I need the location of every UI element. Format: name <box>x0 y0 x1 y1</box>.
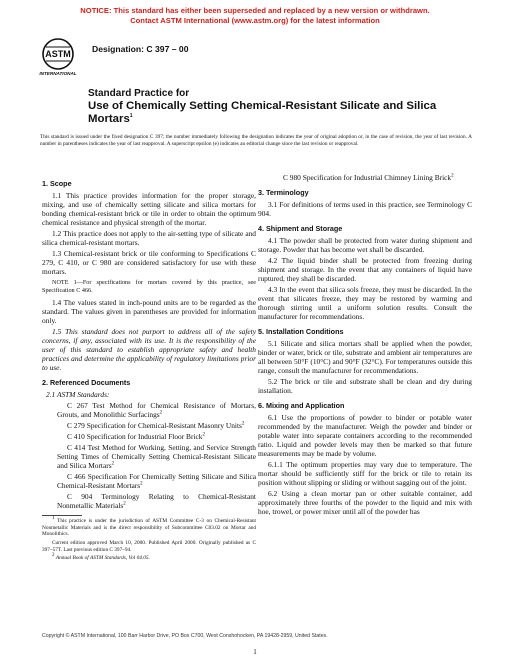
shipment-4-1: 4.1 The powder shall be protected from water during shipment and storage. Powder that has become wet shall be discarded. <box>258 236 472 254</box>
astm-logo <box>38 36 78 76</box>
installation-5-2: 5.2 The brick or tile and substrate shall be clean and dry during installation. <box>258 377 472 395</box>
document-title <box>88 100 478 127</box>
designation: Designation: C 397 – 00 <box>92 44 189 54</box>
title-prefix: Standard Practice for <box>88 88 190 99</box>
ref-item: C 410 Specification for Industrial Floor Brick$^2$ <box>67 432 205 442</box>
right-column <box>258 173 472 518</box>
footnote-1: $^1$ This practice is under the jurisdiction of ASTM Committee C-3 on Chemical-Resistant Nonmetallic Materials and is the direct responsibility of Subcommittee C03.02 on Mortar and Monolithics. <box>42 516 256 538</box>
title-text: Use of Chemically Setting Chemical-Resistant Silicate and Silica Mortars <box>88 100 437 126</box>
shipment-4-3: 4.3 In the event that silica sols freeze, they must be discarded. In the event that silicates freeze, they may be restored by warming and thorough stirring until a uniform solution results. Consult the manufacturer for recommendations. <box>258 285 472 321</box>
title-block <box>88 88 478 127</box>
scope-1-1: 1.1 This practice provides information for the proper storage, mixing, and use of chemically setting silicate and silica mortars for bonding chemical-resistant brick or tile in order to obtain the optimum chemical resistance and physical strength of the mortar. <box>42 191 256 227</box>
mixing-heading: 6. Mixing and Application <box>258 401 345 410</box>
scope-note-1: NOTE 1—For specifications for mortars covered by this practice, see Specification C 466. <box>42 279 256 294</box>
footnote-rule <box>42 515 82 516</box>
installation-heading: 5. Installation Conditions <box>258 327 344 336</box>
scope-1-3: 1.3 Chemical-resistant brick or tile conforming to Specifications C 279, C 410, or C 980 are considered satisfactory for use with these mortars. <box>42 249 256 276</box>
ref-item: C 466 Specification For Chemically Setting Silicate and Silica Chemical-Resistant Mortars$^2$ <box>57 472 256 491</box>
title-footnote-mark: 1 <box>129 113 133 120</box>
notice-line-2: Contact ASTM International (www.astm.org) for the latest information <box>130 16 380 25</box>
copyright-footer: Copyright © ASTM International, 100 Barr Harbor Drive, PO Box C700, West Conshohocken, PA 19428-2959, United States. <box>42 633 328 639</box>
logo-caption: INTERNATIONAL <box>39 71 77 76</box>
scope-1-5: 1.5 This standard does not purport to address all of the safety concerns, if any, associated with its use. It is the responsibility of the user of this standard to establish appropriate safety and health practices and determine the applicability of regulatory limitations prior to use. <box>42 327 256 373</box>
installation-5-1: 5.1 Silicate and silica mortars shall be applied when the powder, binder or water, brick or tile, substrate and ambient air temperatures are all between 50°F (10°C) and 90°F (32°C). For temperatures outside this range, consult the manufacturer for recommendations. <box>258 339 472 375</box>
footnote-1-edition: Current edition approved March 10, 2000. Published April 2000. Originally published as C 397–57T. Last previous edition C 397–94. <box>42 539 256 553</box>
astm-standards-label: 2.1 ASTM Standards: <box>46 390 110 400</box>
left-column <box>42 173 256 564</box>
ref-item-c980: C 980 Specification for Industrial Chimney Lining Brick$^2$ <box>283 173 454 182</box>
shipment-4-2: 4.2 The liquid binder shall be protected from freezing during shipment and storage. In the event that any containers of liquid have ruptured, they shall be discarded. <box>258 256 472 283</box>
footnote-2: $^2$ Annual Book of ASTM Standards, Vol 04.05. <box>52 553 150 562</box>
shipment-heading: 4. Shipment and Storage <box>258 224 343 233</box>
scope-heading: 1. Scope <box>42 179 72 188</box>
ref-item: C 267 Test Method for Chemical Resistance of Mortars, Grouts, and Monolithic Surfacings$^2$ <box>57 401 256 420</box>
page-number: 1 <box>253 648 257 656</box>
ref-item: C 279 Specification for Chemical-Resistant Masonry Units$^2$ <box>67 421 245 431</box>
mixing-6-2: 6.2 Using a clean mortar pan or other suitable container, add approximately three fourths of the powder to the liquid and mix with hoe, trowel, or power mixer until all of the powder has <box>258 489 472 516</box>
logo-letters: ASTM <box>45 49 71 59</box>
ref-item: C 414 Test Method for Working, Setting, and Service Strength Setting Times of Chemically Setting Chemical-Resistant Silicate and Silica Mortars$^2$ <box>57 443 256 471</box>
mixing-6-1-1: 6.1.1 The optimum properties may vary due to temperature. The mortar should be sufficiently stiff for the brick or tile to retain its position without slipping or sliding or without sagging out of the joint. <box>258 460 472 487</box>
mixing-6-1: 6.1 Use the proportions of powder to binder or potable water recommended by the manufacturer. Weigh the powder and binder or potable water into separate containers according to the recommended ratio. Liquid and powder levels may then be marked so that future measurements may be made by volume. <box>258 413 472 458</box>
referenced-docs-heading: 2. Referenced Documents <box>42 378 131 388</box>
scope-1-2: 1.2 This practice does not apply to the air-setting type of silicate and silica chemical-resistant mortars. <box>42 229 256 247</box>
notice-line-1: NOTICE: This standard has either been superseded and replaced by a new version or withdrawn. <box>80 6 430 15</box>
issuance-note: This standard is issued under the fixed designation C 397; the number immediately following the designation indicates the year of original adoption or, in the case of revision, the year of last revision. A number in parentheses indicates the year of last reapproval. A superscript epsilon (e) indicates an editorial change since the last revision or reapproval. <box>40 134 472 147</box>
withdrawn-notice <box>0 6 510 26</box>
scope-1-4: 1.4 The values stated in inch-pound units are to be regarded as the standard. The values given in parentheses are provided for information only. <box>42 298 256 326</box>
terminology-heading: 3. Terminology <box>258 188 309 197</box>
ref-item: C 904 Terminology Relating to Chemical-Resistant Nonmetallic Materials$^2$ <box>57 492 256 511</box>
terminology-3-1: 3.1 For definitions of terms used in this practice, see Terminology C 904. <box>258 200 472 218</box>
